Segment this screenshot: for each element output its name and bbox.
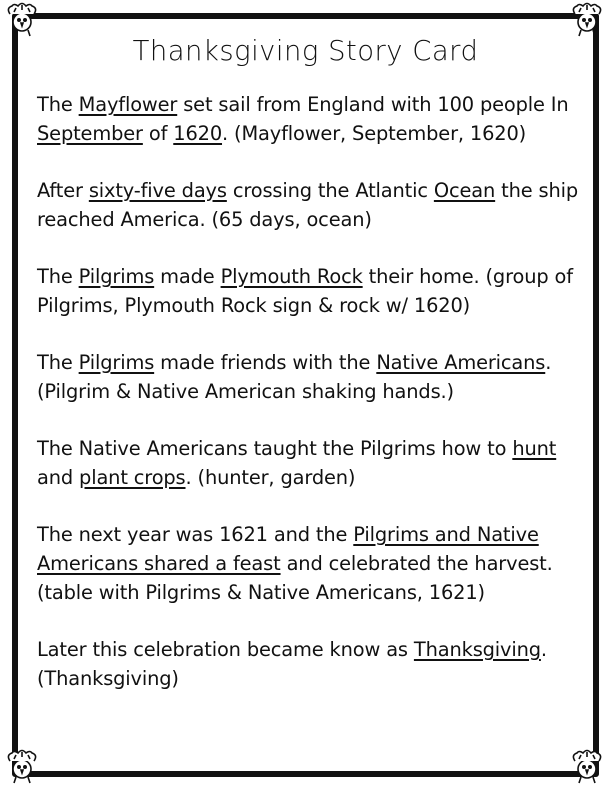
- key-term: sixty-five days: [88, 179, 227, 202]
- paragraph-text: their home. (group of Pilgrims, Plymouth Rock sign & rock w/ 1620): [37, 265, 573, 317]
- paragraph-text: . (Mayflower, September, 1620): [222, 122, 527, 145]
- paragraph-text: set sail from England with 100 people In: [177, 93, 569, 116]
- story-paragraph-hunting: [37, 434, 582, 492]
- turkey-icon: [565, 747, 609, 791]
- paragraph-text: the ship reached America. (65 days, ocean): [37, 179, 579, 231]
- key-term: Native Americans: [376, 351, 546, 374]
- story-paragraph-crossing: [37, 176, 582, 234]
- paragraph-text: After: [37, 179, 89, 202]
- paragraph-text: . (Pilgrim & Native American shaking hands.): [37, 351, 552, 403]
- turkey-icon: [0, 747, 44, 791]
- key-term: Plymouth Rock: [220, 265, 363, 288]
- paragraph-text: made: [154, 265, 221, 288]
- story-paragraph-friends: [37, 348, 582, 406]
- paragraph-text: The next year was 1621 and the: [37, 523, 354, 546]
- story-paragraph-plymouth: [37, 262, 582, 320]
- paragraph-text: of: [142, 122, 174, 145]
- paragraph-text: Later this celebration became know as: [37, 638, 414, 661]
- key-term: hunt: [512, 437, 557, 460]
- key-term: September: [37, 122, 143, 145]
- paragraph-text: The: [37, 351, 79, 374]
- paragraph-text: and: [37, 466, 80, 489]
- story-paragraph-thanksgiving: [37, 635, 582, 693]
- paragraph-text: . (hunter, garden): [185, 466, 356, 489]
- paragraph-text: crossing the Atlantic: [226, 179, 434, 202]
- key-term: Pilgrims: [78, 265, 155, 288]
- key-term: Pilgrims and Native Americans shared a feast: [37, 523, 539, 575]
- key-term: Mayflower: [78, 93, 178, 116]
- key-term: Thanksgiving: [413, 638, 541, 661]
- paragraph-text: . (Thanksgiving): [37, 638, 547, 690]
- story-paragraph-mayflower: [37, 90, 582, 148]
- paragraph-text: The: [37, 265, 79, 288]
- key-term: plant crops: [79, 466, 186, 489]
- story-paragraphs: [37, 90, 582, 721]
- key-term: Pilgrims: [78, 351, 155, 374]
- card-title: Thanksgiving Story Card: [132, 34, 479, 67]
- story-paragraph-feast: [37, 520, 582, 607]
- key-term: 1620: [173, 122, 223, 145]
- paragraph-text: made friends with the: [154, 351, 377, 374]
- key-term: Ocean: [433, 179, 496, 202]
- paragraph-text: and celebrated the harvest. (table with Pilgrims & Native Americans, 1621): [37, 552, 553, 604]
- paragraph-text: The: [37, 93, 79, 116]
- paragraph-text: The Native Americans taught the Pilgrims how to: [37, 437, 513, 460]
